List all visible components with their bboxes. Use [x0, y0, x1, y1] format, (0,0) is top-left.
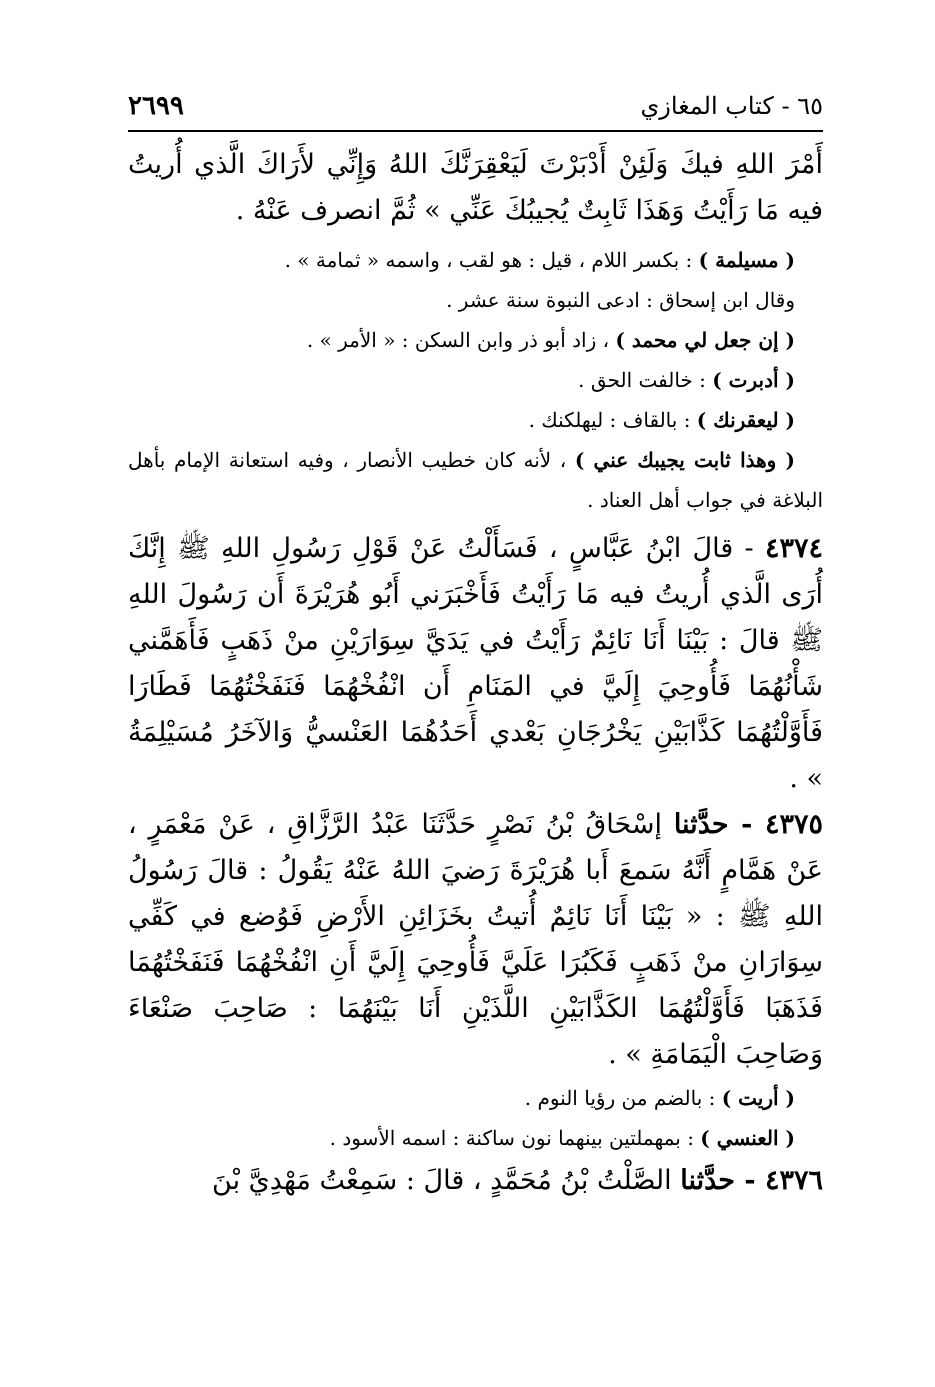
page-header	[128, 88, 823, 124]
commentary-line: ( مسيلمة ) : بكسر اللام ، قيل : هو لقب ، واسمه « ثمامة » .	[284, 248, 795, 272]
commentary-term: ( مسيلمة )	[698, 248, 795, 272]
page-body	[128, 142, 823, 1204]
commentary-term: ( وهذا ثابت يجيبك عني )	[574, 448, 796, 472]
commentary-line: ( أدبرت ) : خالفت الحق .	[578, 368, 795, 392]
hadith-4374: ٤٣٧٤ - قالَ ابْنُ عَبَّاسٍ ، فَسَأَلْتُ عَنْ قَوْلِ رَسُولِ اللهِ ﷺ إِنَّكَ أُرَى الَّذي أُريتُ فيه مَا رَأَيْتُ فَأَخْبَرَني أَبُو هُرَيْرَةَ أَن رَسُولَ اللهِ ﷺ قالَ : بَيْنَا أَنَا نَائِمٌ رَأَيْتُ في يَدَيَّ سِوَارَيْنِ منْ ذَهَبٍ فَأَهَمَّني شَأْنُهُمَا فَأُوحِيَ إِلَيَّ في المَنَامِ أَن انْفُخْهُمَا فَنَفَخْتُهُمَا فَطَارَا فَأَوَّلْتُهُمَا كَذَّابَيْنِ يَخْرُجَانِ بَعْدي أَحَدُهُمَا العَنْسيُّ وَالآخَرُ مُسَيْلِمَةُ » .	[128, 533, 823, 794]
hadith-4376: ٤٣٧٦ - حدَّثنا الصَّلْتُ بْنُ مُحَمَّدٍ ، قالَ : سَمِعْتُ مَهْدِيَّ بْنَ	[212, 1165, 823, 1196]
commentary-term: ( إن جعل لي محمد )	[615, 328, 795, 352]
commentary-line: وقال ابن إسحاق : ادعى النبوة سنة عشر .	[446, 288, 795, 312]
commentary-term: ( أدبرت )	[712, 368, 795, 392]
commentary-term: ( العنسي )	[700, 1126, 795, 1150]
page-number: ٢٦٩٩	[128, 91, 184, 121]
commentary-line: ( العنسي ) : بمهملتين بينهما نون ساكنة : اسمه الأسود .	[329, 1126, 795, 1150]
hadith-4375: ٤٣٧٥ - حدَّثنا إسْحَاقُ بْنُ نَصْرٍ حَدَّثَنَا عَبْدُ الرَّزَّاقِ ، عَنْ مَعْمَرٍ ، عَنْ هَمَّامٍ أَنَّهُ سَمعَ أَبا هُرَيْرَةَ رَضيَ اللهُ عَنْهُ يَقُولُ : قالَ رَسُولُ اللهِ ﷺ : « بَيْنَا أَنَا نَائِمٌ أُتيتُ بخَزَائِنِ الأَرْضِ فَوُضع في كَفِّي سِوَارَانِ منْ ذَهَبٍ فَكَبُرَا عَلَيَّ فَأُوحِيَ إِلَيَّ أَنِ انْفُخْهُمَا فَنَفَخْتُهُمَا فَذَهَبَا فَأَوَّلْتُهُمَا الكَذَّابَيْنِ اللَّذَيْنِ أَنَا بَيْنَهُمَا : صَاحِبَ صَنْعَاءَ وَصَاحِبَ الْيَمَامَةِ » .	[128, 809, 823, 1070]
header-rule	[128, 130, 823, 132]
matn-text: أَمْرَ اللهِ فيكَ وَلَئِنْ أَدْبَرْتَ لَيَعْقِرَنَّكَ اللهُ وَإِنِّي لأَرَاكَ الَّذي أُريتُ فيه مَا رَأَيْتُ وَهَذَا ثَابِتٌ يُجيبُكَ عَنِّي » ثُمَّ انصرف عَنْهُ .	[128, 149, 823, 226]
hadith-number: ٤٣٧٤	[764, 533, 823, 564]
hadith-number: ٤٣٧٥	[764, 809, 823, 840]
commentary-term: ( أريت )	[721, 1086, 795, 1110]
commentary-line: ( ليعقرنك ) : بالقاف : ليهلكنك .	[528, 408, 795, 432]
commentary-paragraph: ( وهذا ثابت يجيبك عني ) ، لأنه كان خطيب الأنصار ، وفيه استعانة الإمام بأهل البلاغة في جواب أهل العناد .	[128, 448, 823, 512]
hadith-number: ٤٣٧٦	[764, 1165, 823, 1196]
commentary-term: ( ليعقرنك )	[696, 408, 795, 432]
commentary-line: ( أريت ) : بالضم من رؤيا النوم .	[524, 1086, 795, 1110]
commentary-line: ( إن جعل لي محمد ) ، زاد أبو ذر وابن السكن : « الأمر » .	[306, 328, 795, 352]
chapter-title: ٦٥ - كتاب المغازي	[640, 92, 823, 120]
